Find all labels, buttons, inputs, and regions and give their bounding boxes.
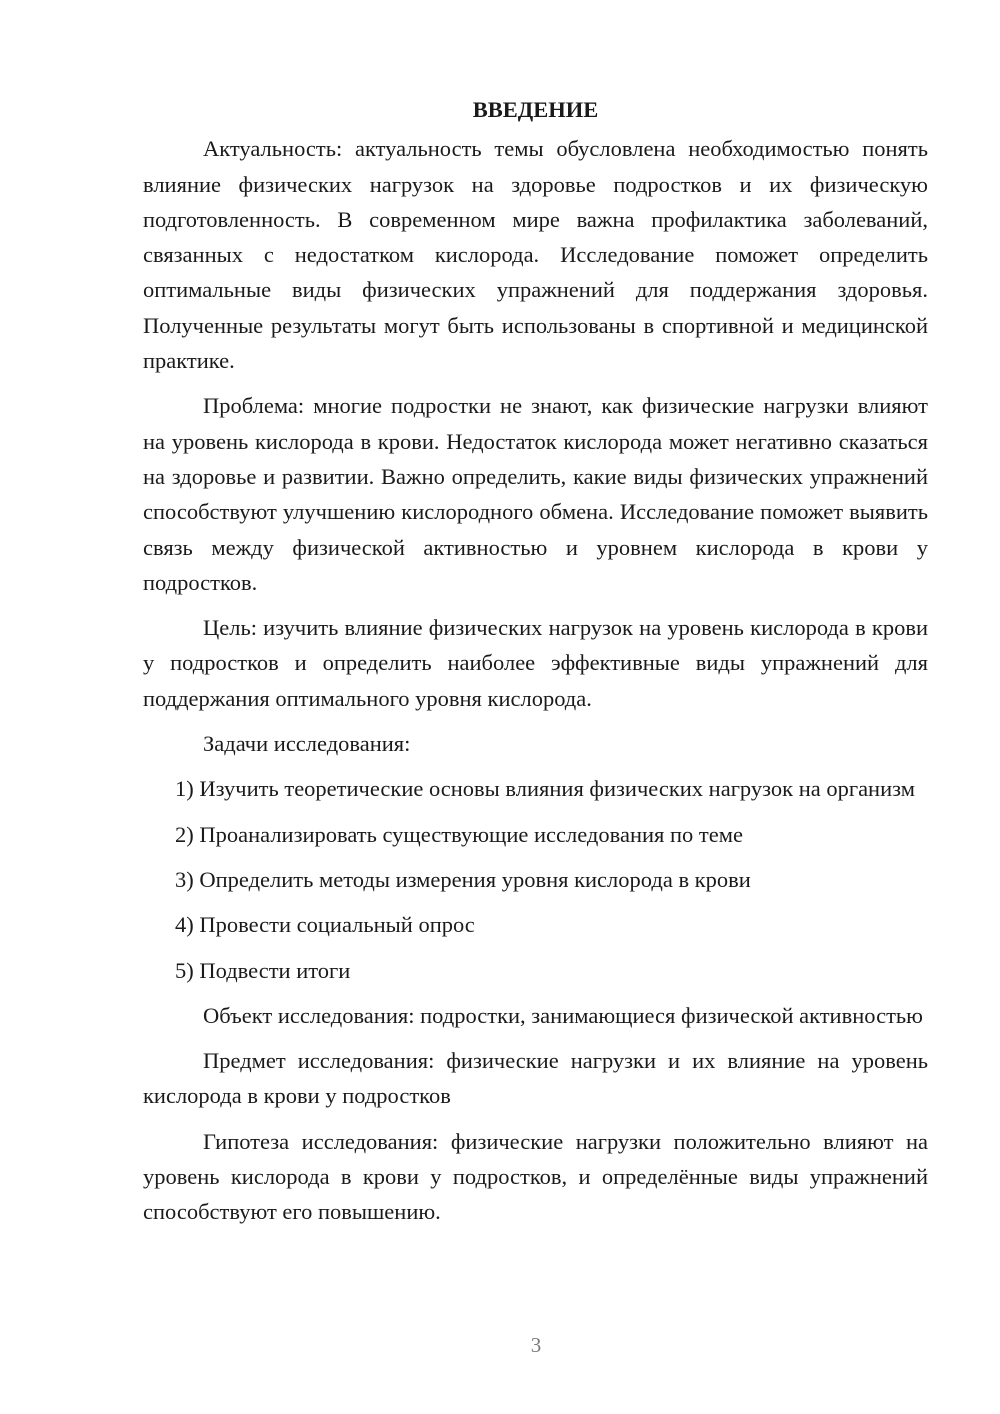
- list-item: 5) Подвести итоги: [175, 957, 351, 983]
- page-title: ВВЕДЕНИЕ: [472, 97, 599, 122]
- list-item: 2) Проанализировать существующие исследования по теме: [175, 821, 743, 847]
- hypothesis-paragraph: Гипотеза исследования: физические нагрузки положительно влияют на уровень кислорода в крови у подростков, и определённые виды упражнений способствуют его повышению.: [143, 1128, 928, 1225]
- goal-paragraph: Цель: изучить влияние физических нагрузок на уровень кислорода в крови у подростков и определить наиболее эффективные виды упражнений для поддержания оптимального уровня кислорода.: [143, 615, 928, 711]
- document-body: [143, 92, 928, 1240]
- list-item: 4) Провести социальный опрос: [175, 912, 475, 938]
- list-item: 1) Изучить теоретические основы влияния физических нагрузок на организм: [175, 776, 915, 802]
- problem-paragraph: Проблема: многие подростки не знают, как физические нагрузки влияют на уровень кислорода в крови. Недостаток кислорода может негативно сказаться на здоровье и развитии. Важно определить, какие виды физических упражнений способствуют улучшению кислородного обмена. Исследование поможет выявить связь между физической активностью и уровнем кислорода в крови у подростков.: [143, 393, 928, 595]
- relevance-paragraph: Актуальность: актуальность темы обусловлена необходимостью понять влияние физических нагрузок на здоровье подростков и их физическую подготовленность. В современном мире важна профилактика заболеваний, связанных с недостатком кислорода. Исследование поможет определить оптимальные виды физических упражнений для поддержания здоровья. Полученные результаты могут быть использованы в спортивной и медицинской практике.: [143, 136, 928, 374]
- page-number: 3: [530, 1333, 542, 1357]
- tasks-heading: Задачи исследования:: [203, 731, 411, 757]
- subject-paragraph: Предмет исследования: физические нагрузки и их влияние на уровень кислорода в крови у подростков: [143, 1048, 928, 1109]
- list-item: 3) Определить методы измерения уровня кислорода в крови: [175, 866, 751, 892]
- tasks-list: [143, 771, 928, 987]
- object-paragraph: Объект исследования: подростки, занимающиеся физической активностью: [203, 1002, 923, 1028]
